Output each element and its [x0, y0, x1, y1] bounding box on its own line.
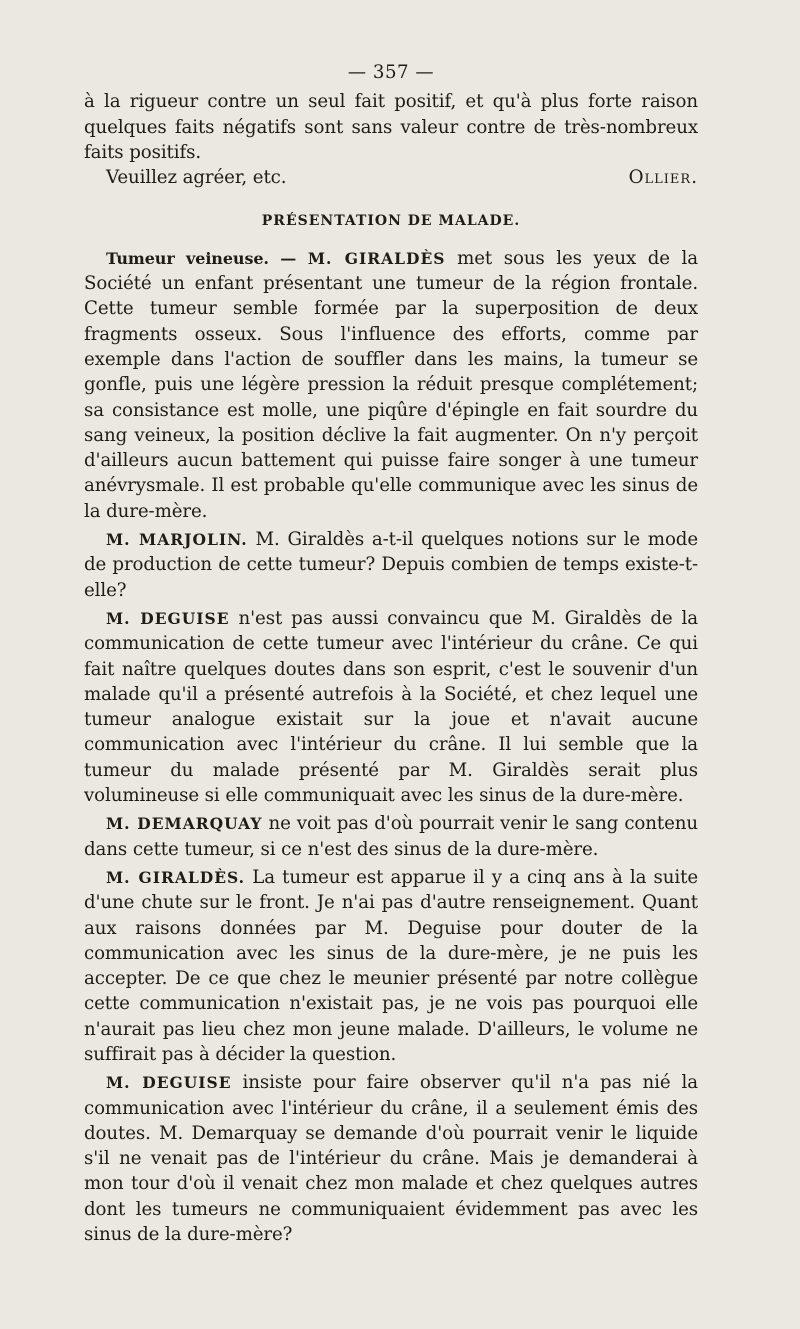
section-title: PRÉSENTATION DE MALADE.	[261, 213, 521, 230]
speaker-name: M. GIRALDÈS.	[106, 867, 246, 887]
paragraph-text: met sous les yeux de la Société un enfant présentant une tumeur de la région frontale. Cette tumeur semble formée par la superposition de deux fragments osseux. Sous l'influence des efforts, comme par exemple dans l'action de souffler dans les mains, la tumeur se gonfle, puis une légère pression la réduit presque complétement; sa consistance est molle, une piqûre d'épingle en fait sourdre du sang veineux, la position déclive la fait augmenter. On n'y perçoit d'ailleurs aucun battement qui puisse faire songer à une tumeur anévrysmale. Il est probable qu'elle communique avec les sinus de la dure-mère.	[84, 247, 699, 522]
speaker-name: M. MARJOLIN.	[106, 530, 248, 550]
letter-closing	[84, 165, 698, 190]
paragraph-deguise-2	[84, 1070, 698, 1247]
paragraph-text: M. Giraldès a-t-il quelques notions sur le mode de production de cette tumeur? Depuis combien de temps existe-t-elle?	[84, 529, 699, 601]
closing-formula: Veuillez agréer, etc.	[106, 167, 287, 189]
text-block	[84, 60, 698, 1247]
signature: Ollier.	[628, 167, 698, 189]
paragraph-text: insiste pour faire observer qu'il n'a pas nié la communication avec l'intérieur du crâne, il a seulement émis des doutes. M. Demarquay se demande d'où pourrait venir le liquide s'il ne venait pas de l'intérieur du crâne. Mais je demanderai à mon tour d'où il venait chez mon malade et chez quelques autres dont les tumeurs ne communiquaient évidemment pas avec les sinus de la dure-mère?	[84, 1072, 698, 1246]
paragraph-text: n'est pas aussi convaincu que M. Giraldès de la communication de cette tumeur avec l'intérieur du crâne. Ce qui fait naître quelques doutes dans son esprit, c'est le souvenir d'un malade qu'il a présenté autrefois à la Société, et chez lequel une tumeur analogue existait sur la joue et n'avait aucune communication avec l'intérieur du crâne. Il lui semble que la tumeur du malade présenté par M. Giraldès serait plus volumineuse si elle communiquait avec les sinus de la dure-mère.	[84, 607, 699, 807]
page-number: — 357 —	[347, 62, 435, 83]
opening-paragraph: à la rigueur contre un seul fait positif, et qu'à plus forte raison quelques faits négatifs sont sans valeur contre de très-nombreux faits positifs.	[84, 91, 698, 163]
paragraph-tumeur-veineuse	[84, 246, 698, 524]
runin-heading: Tumeur veineuse. —	[106, 248, 297, 268]
paragraph-marjolin	[84, 527, 698, 603]
paragraph-text: La tumeur est apparue il y a cinq ans à la suite d'une chute sur le front. Je n'ai pas d'autre renseignement. Quant aux raisons données par M. Deguise pour douter de la communication avec les sinus de la dure-mère, je ne puis les accepter. De ce que chez le meunier présenté par notre collègue cette communication n'existait pas, je ne vois pas pourquoi elle n'aurait pas lieu chez mon jeune malade. D'ailleurs, le volume ne suffirait pas à décider la question.	[84, 866, 698, 1065]
speaker-name: M. GIRALDÈS	[307, 248, 446, 268]
speaker-name: M. DEGUISE	[106, 608, 230, 628]
speaker-name: M. DEGUISE	[106, 1073, 232, 1093]
speaker-name: M. DEMARQUAY	[106, 814, 263, 834]
paragraph-demarquay	[84, 811, 698, 862]
paragraph-giraldes	[84, 865, 698, 1067]
paragraph-deguise-1	[84, 606, 698, 808]
paragraph-text: ne voit pas d'où pourrait venir le sang contenu dans cette tumeur, si ce n'est des sinus de la dure-mère.	[84, 813, 698, 860]
